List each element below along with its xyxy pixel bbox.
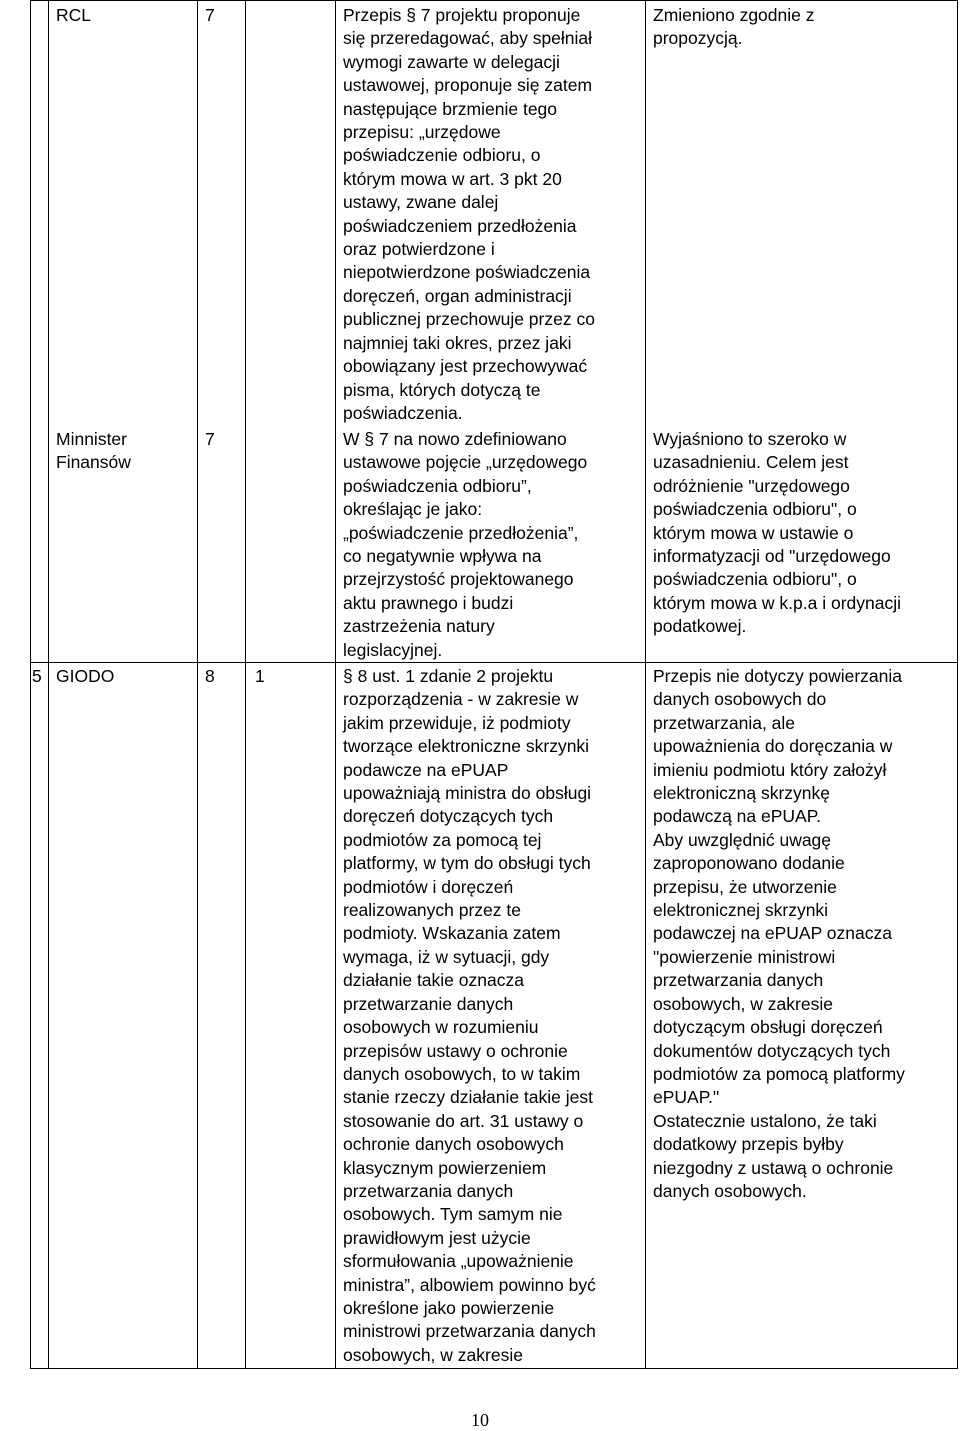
row3-source: GIODO (56, 666, 115, 686)
row3-point: 1 (255, 666, 265, 686)
column-divider (245, 0, 246, 1369)
row2-source: Minnister Finansów (56, 429, 131, 473)
table-border-top (30, 0, 958, 1)
column-divider (645, 0, 646, 1369)
column-divider (335, 0, 336, 1369)
row3-number: 5 (32, 666, 42, 686)
row3-remark: § 8 ust. 1 zdanie 2 projektu rozporządzenia - w zakresie w jakim przewiduje, iż podmioty tworzące elektroniczne skrzynki podawcze na ePUAP upoważniają ministra do obsługi doręczeń dotyczących tych podmiotów za pomocą tej platformy, w tym do obsługi tych podmiotów i doręczeń realizowanych przez te podmioty. Wskazania zatem wymaga, iż w sytuacji, gdy działanie takie oznacza przetwarzanie danych osobowych w rozumieniu przepisów ustawy o ochronie danych osobowych, to w takim stanie rzeczy działanie takie jest stosowanie do art. 31 ustawy o ochronie danych osobowych klasycznym powierzeniem przetwarzania danych osobowych. Tym samym nie prawidłowym jest użycie sformułowania „upoważnienie ministra”, albowiem powinno być określone jako powierzenie ministrowi przetwarzania danych osobowych, w zakresie (343, 666, 596, 1365)
row-divider (30, 662, 958, 663)
table-border-right (957, 0, 958, 1369)
page-number: 10 (471, 1410, 489, 1430)
row2-paragraph: 7 (205, 429, 215, 449)
row1-remark: Przepis § 7 projektu proponuje się przeredagować, aby spełniał wymogi zawarte w delegacji ustawowej, proponuje się zatem następujące brzmienie tego przepisu: „urzędowe poświadczenie odbioru, o którym mowa w art. 3 pkt 20 ustawy, zwane dalej poświadczeniem przedłożenia oraz potwierdzone i niepotwierdzone poświadczenia doręczeń, organ administracji publicznej przechowuje przez co najmniej taki okres, przez jaki obowiązany jest przechowywać pisma, których dotyczą te poświadczenia. (343, 5, 595, 423)
column-divider (48, 0, 49, 1369)
row2-remark: W § 7 na nowo zdefiniowano ustawowe pojęcie „urzędowego poświadczenia odbioru”, określając je jako: „poświadczenie przedłożenia”, co negatywnie wpływa na przejrzystość projektowanego aktu prawnego i budzi zastrzeżenia natury legislacyjnej. (343, 429, 588, 660)
row3-paragraph: 8 (205, 666, 215, 686)
row2-response: Wyjaśniono to szeroko w uzasadnieniu. Celem jest odróżnienie "urzędowego poświadczenia odbioru", o którym mowa w ustawie o informatyzacji od "urzędowego poświadczenia odbioru", o którym mowa w k.p.a i ordynacji podatkowej. (653, 429, 901, 637)
table-border-left (30, 0, 31, 1369)
row1-paragraph: 7 (205, 5, 215, 25)
row3-response: Przepis nie dotyczy powierzania danych osobowych do przetwarzania, ale upoważnienia do doręczania w imieniu podmiotu który założył elektroniczną skrzynkę podawczą na ePUAP. Aby uwzględnić uwagę zaproponowano dodanie przepisu, że utworzenie elektronicznej skrzynki podawczej na ePUAP oznacza "powierzenie ministrowi przetwarzania danych osobowych, w zakresie dotyczącym obsługi doręczeń dokumentów dotyczących tych podmiotów za pomocą platformy ePUAP." Ostatecznie ustalono, że taki dodatkowy przepis byłby niezgodny z ustawą o ochronie danych osobowych. (653, 666, 905, 1201)
row1-source: RCL (56, 5, 92, 25)
row1-response: Zmieniono zgodnie z propozycją. (653, 5, 815, 49)
column-divider (197, 0, 198, 1369)
table-border-bottom (30, 1368, 958, 1369)
